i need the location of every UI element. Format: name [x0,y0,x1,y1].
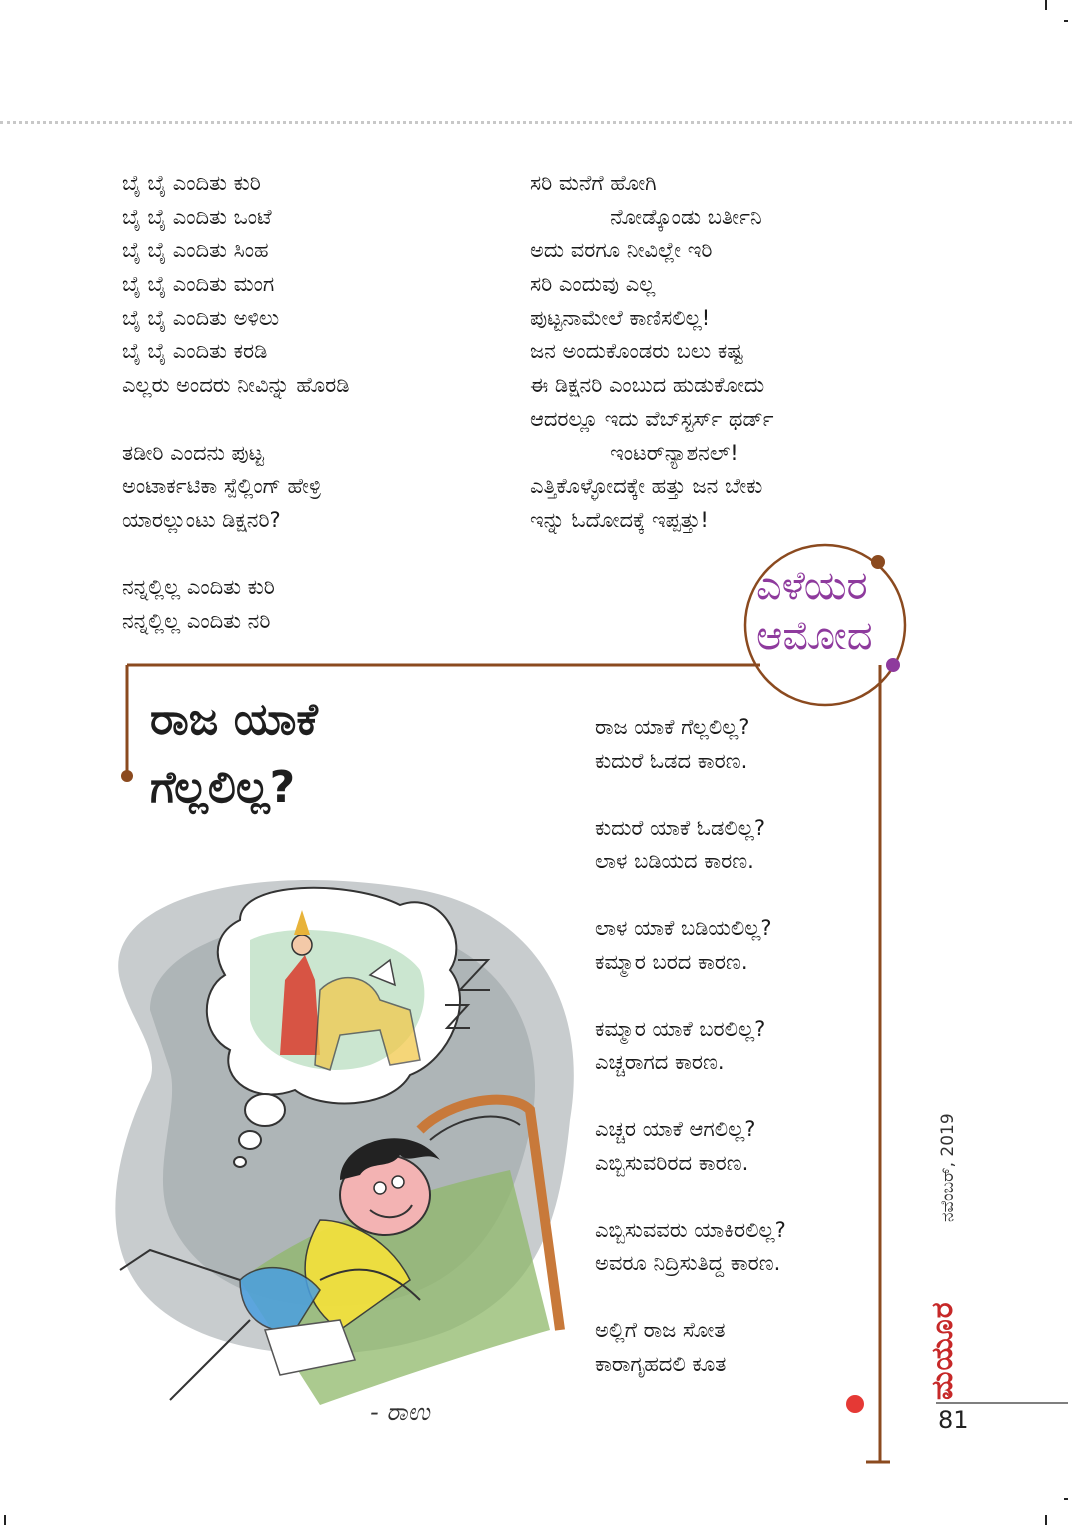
poem-line: ಪುಟ್ಟನಾಮೇಲೆ ಕಾಣಿಸಲಿಲ್ಲ! [530,305,711,330]
poem-line: ತಡೀರಿ ಎಂದನು ಪುಟ್ಟ [122,440,264,465]
poem-line: ಜನ ಅಂದುಕೊಂಡರು ಬಲು ಕಷ್ಟ [530,339,744,364]
poem-line: ಸರಿ ಮನೆಗೆ ಹೋಗಿ [530,171,657,195]
page-number: 81 [938,1406,969,1434]
poem-line: ಆದರಲ್ಲೂ ಇದು ವೆಬ್‌ಸ್ಟರ್ಸ್ ಥರ್ಡ್ [530,406,774,431]
frame-left-dot [121,770,133,782]
poem-line: ಎತ್ತಿಕೊಳ್ಳೋದಕ್ಕೇ ಹತ್ತು ಜನ ಬೇಕು [530,474,763,499]
badge-line-1: ಎಳೆಯರ [756,563,868,609]
poem-line: ಎಚ್ಚರಾಗದ ಕಾರಣ. [595,1050,725,1074]
poem-two-title-line-1: ರಾಜ ಯಾಕೆ [150,694,318,745]
poem-line: ಅಲ್ಲಿಗೆ ರಾಜ ಸೋತ [595,1318,726,1342]
poem-line: ಬೈ ಬೈ ಎಂದಿತು ಕರಡಿ [122,339,268,364]
magazine-brand-vertical [925,1220,965,1400]
poem-line: ನನ್ನಲ್ಲಿಲ್ಲ ಎಂದಿತು ನರಿ [122,608,271,633]
sleeping-boy-dreaming-illustration [90,860,595,1450]
poem-line: ಲಾಳ ಬಡಿಯದ ಕಾರಣ. [595,849,754,873]
poem-line: ಬೈ ಬೈ ಎಂದಿತು ಸಿಂಹ [122,238,269,263]
poem-line: ಕಾರಾಗೃಹದಲಿ ಕೂತ [595,1351,727,1376]
poem-two-title-line-2: ಗೆಲ್ಲಲಿಲ್ಲ? [150,762,296,813]
poem-line: ಅವರೂ ನಿದ್ರಿಸುತಿದ್ದ ಕಾರಣ. [595,1251,781,1275]
poem-line: ಅದು ವರಗೂ ನೀವಿಲ್ಲೇ ಇರಿ [530,238,713,263]
poem-line: ಬೈ ಬೈ ಎಂದಿತು ಒಂಟೆ [122,204,272,229]
poem-line: ಕುದುರೆ ಓಡದ ಕಾರಣ. [595,748,748,773]
poem-line: ಇಂಟರ್‌ನ್ಯಾಶನಲ್! [530,440,739,465]
stanza-gap [595,879,885,913]
poem-line: ಇನ್ನು ಓದೋದಕ್ಕೆ ಇಪ್ಪತ್ತು! [530,507,709,532]
poem-line: ಬೈ ಬೈ ಎಂದಿತು ಕುರಿ [122,171,261,195]
poem-line: ಕಮ್ಮಾರ ಬರದ ಕಾರಣ. [595,949,748,974]
stanza-gap [595,1080,885,1114]
poem-two-body [595,711,885,1381]
poem-line: ಕುದುರೆ ಯಾಕೆ ಓಡಲಿಲ್ಲ? [595,815,765,840]
poem-line: ನೋಡ್ಕೊಂಡು ಬರ್ತೀನಿ [530,204,762,229]
poem-line: ಲಾಳ ಯಾಕೆ ಬಡಿಯಲಿಲ್ಲ? [595,916,772,940]
poem-line: ಯಾರಲ್ಲುಂಟು ಡಿಕ್ಷನರಿ? [122,507,281,532]
stanza-gap [595,979,885,1013]
poem-line: ಕಮ್ಮಾರ ಯಾಕೆ ಬರಲಿಲ್ಲ? [595,1016,766,1041]
stanza-gap [595,1180,885,1214]
stanza-gap [595,778,885,812]
poem-line: ನನ್ನಲ್ಲಿಲ್ಲ ಎಂದಿತು ಕುರಿ [122,575,275,600]
badge-dot-bottom [886,658,900,672]
badge-line-2: ಆಮೋದ [756,613,873,659]
poem-line: ಸರಿ ಎಂದುವು ಎಲ್ಲ [530,272,656,297]
poem-line: ಎಬ್ಬಿಸುವವರು ಯಾಕಿರಲಿಲ್ಲ? [595,1217,786,1242]
poem-line: ಈ ಡಿಕ್ಷನರಿ ಎಂಬುದ ಹುಡುಕೋದು [530,373,765,398]
poem-line: ರಾಜ ಯಾಕೆ ಗೆಲ್ಲಲಿಲ್ಲ? [595,715,750,739]
poem-line: ಅಂಟಾರ್ಕಟಿಕಾ ಸ್ಪೆಲ್ಲಿಂಗ್ ಹೇಳ್ರಿ [122,474,322,499]
poem-line: ಎಚ್ಚರ ಯಾಕೆ ಆಗಲಿಲ್ಲ? [595,1117,756,1141]
poem-line: ಬೈ ಬೈ ಎಂದಿತು ಮಂಗ [122,272,275,297]
poem-line: ಎಬ್ಬಿಸುವರಿರದ ಕಾರಣ. [595,1150,749,1175]
illustration-signature: - ರಾಉ [370,1398,430,1426]
magazine-brand: ಮಯೂರ [925,1301,960,1400]
issue-date-vertical [938,1062,962,1222]
poem-line: ಎಲ್ಲರು ಅಂದರು ನೀವಿನ್ನು ಹೊರಡಿ [122,373,350,398]
issue-date: ನವೆಂಬರ್, 2019 [938,1113,958,1222]
stanza-gap [595,1281,885,1315]
accent-red-dot [846,1395,864,1413]
poem-line: ಬೈ ಬೈ ಎಂದಿತು ಅಳಿಲು [122,305,280,330]
